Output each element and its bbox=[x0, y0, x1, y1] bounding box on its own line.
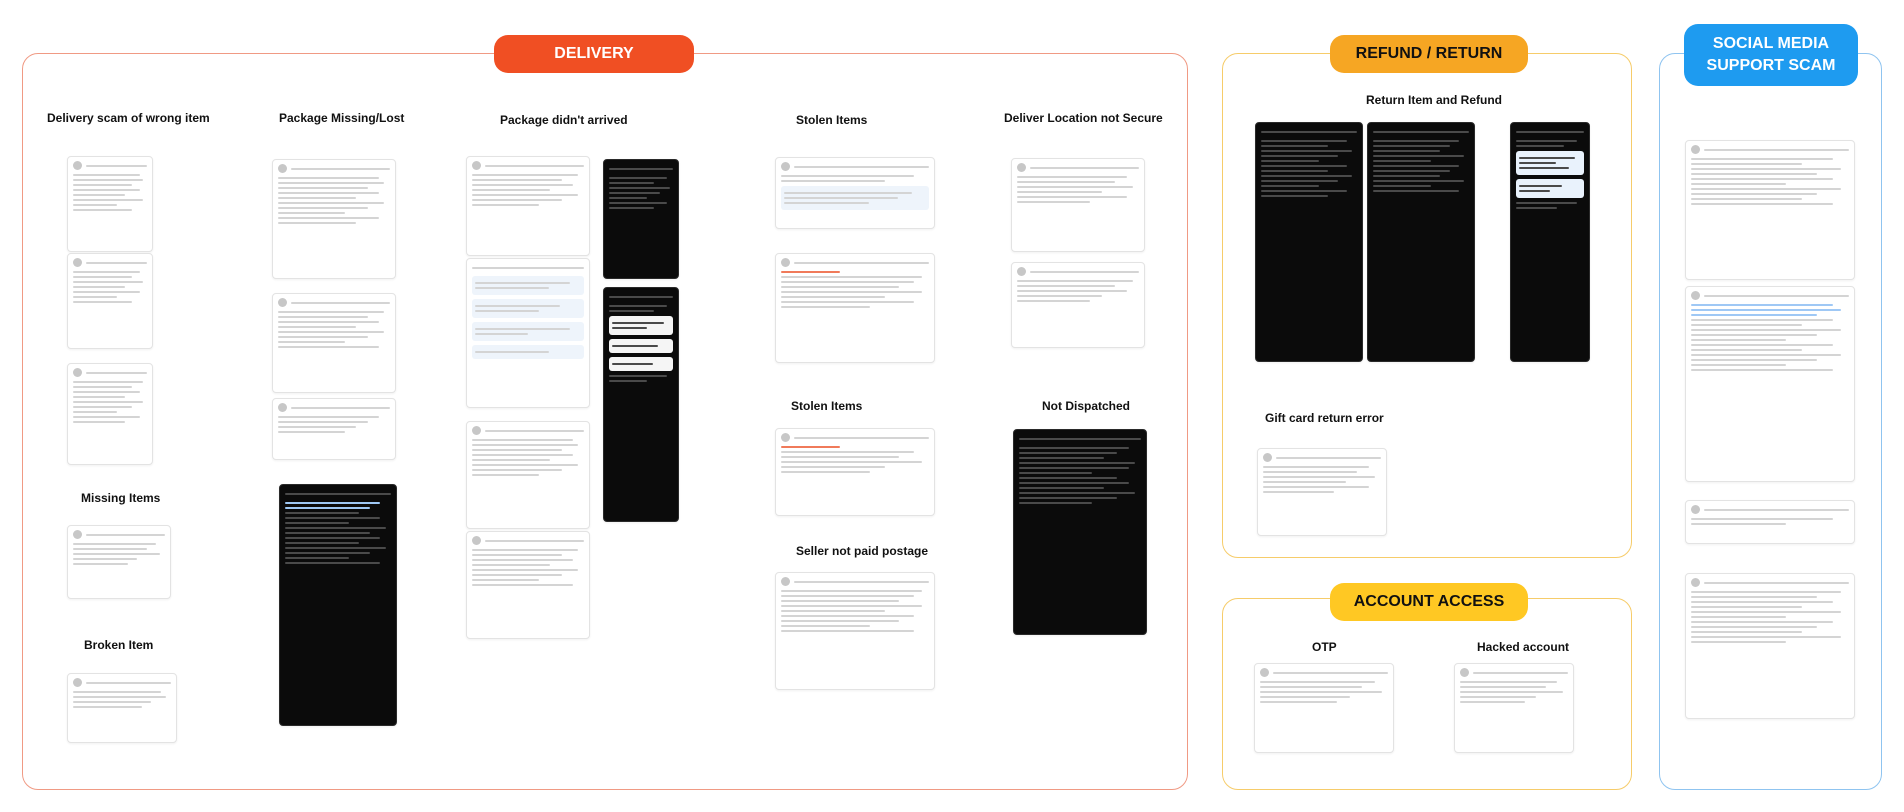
tweet-card bbox=[67, 525, 171, 599]
title-seller-postage: Seller not paid postage bbox=[796, 544, 929, 558]
title-missing-lost: Package Missing/Lost bbox=[279, 111, 405, 125]
tweet-card bbox=[272, 398, 396, 460]
tweet-card bbox=[466, 531, 590, 639]
title-stolen-1: Stolen Items bbox=[796, 113, 868, 127]
dark-thread-card bbox=[1013, 429, 1147, 635]
chat-card bbox=[1685, 140, 1855, 280]
tweet-card bbox=[272, 293, 396, 393]
chat-card bbox=[466, 258, 590, 408]
tweet-card bbox=[1011, 262, 1145, 348]
refund-return-label: REFUND / RETURN bbox=[1330, 35, 1528, 73]
title-otp: OTP bbox=[1312, 640, 1337, 654]
tweet-card bbox=[1257, 448, 1387, 536]
tweet-card bbox=[67, 363, 153, 465]
tweet-card bbox=[67, 253, 153, 349]
title-location: Deliver Location not Secure bbox=[1004, 111, 1163, 125]
title-wrong-item: Delivery scam of wrong item bbox=[47, 111, 210, 125]
chat-card bbox=[1685, 573, 1855, 719]
tweet-card bbox=[775, 157, 935, 229]
account-access-label: ACCOUNT ACCESS bbox=[1330, 583, 1528, 621]
title-gift-card: Gift card return error bbox=[1265, 411, 1384, 425]
dark-thread-card bbox=[1367, 122, 1475, 362]
tweet-card bbox=[67, 156, 153, 252]
title-not-arrived: Package didn't arrived bbox=[500, 113, 628, 127]
delivery-label: DELIVERY bbox=[494, 35, 694, 73]
tweet-card bbox=[466, 156, 590, 256]
tweet-card bbox=[1685, 500, 1855, 544]
title-stolen-2: Stolen Items bbox=[791, 399, 863, 413]
tweet-card bbox=[1454, 663, 1574, 753]
tweet-card bbox=[775, 572, 935, 690]
title-return-refund: Return Item and Refund bbox=[1366, 93, 1503, 107]
title-broken: Broken Item bbox=[84, 638, 154, 652]
dark-thread-card bbox=[603, 287, 679, 522]
tweet-card bbox=[775, 253, 935, 363]
tweet-card bbox=[1254, 663, 1394, 753]
dark-thread-card bbox=[279, 484, 397, 726]
social-media-label: SOCIAL MEDIA SUPPORT SCAM bbox=[1684, 24, 1858, 86]
title-not-dispatched: Not Dispatched bbox=[1042, 399, 1131, 413]
tweet-card bbox=[1011, 158, 1145, 252]
tweet-card bbox=[466, 421, 590, 529]
tweet-card bbox=[67, 673, 177, 743]
title-hacked: Hacked account bbox=[1477, 640, 1570, 654]
dark-thread-card bbox=[1255, 122, 1363, 362]
dark-thread-card bbox=[1510, 122, 1590, 362]
tweet-card bbox=[272, 159, 396, 279]
chat-card bbox=[1685, 286, 1855, 482]
dark-thread-card bbox=[603, 159, 679, 279]
tweet-card bbox=[775, 428, 935, 516]
title-missing-items: Missing Items bbox=[81, 491, 161, 505]
